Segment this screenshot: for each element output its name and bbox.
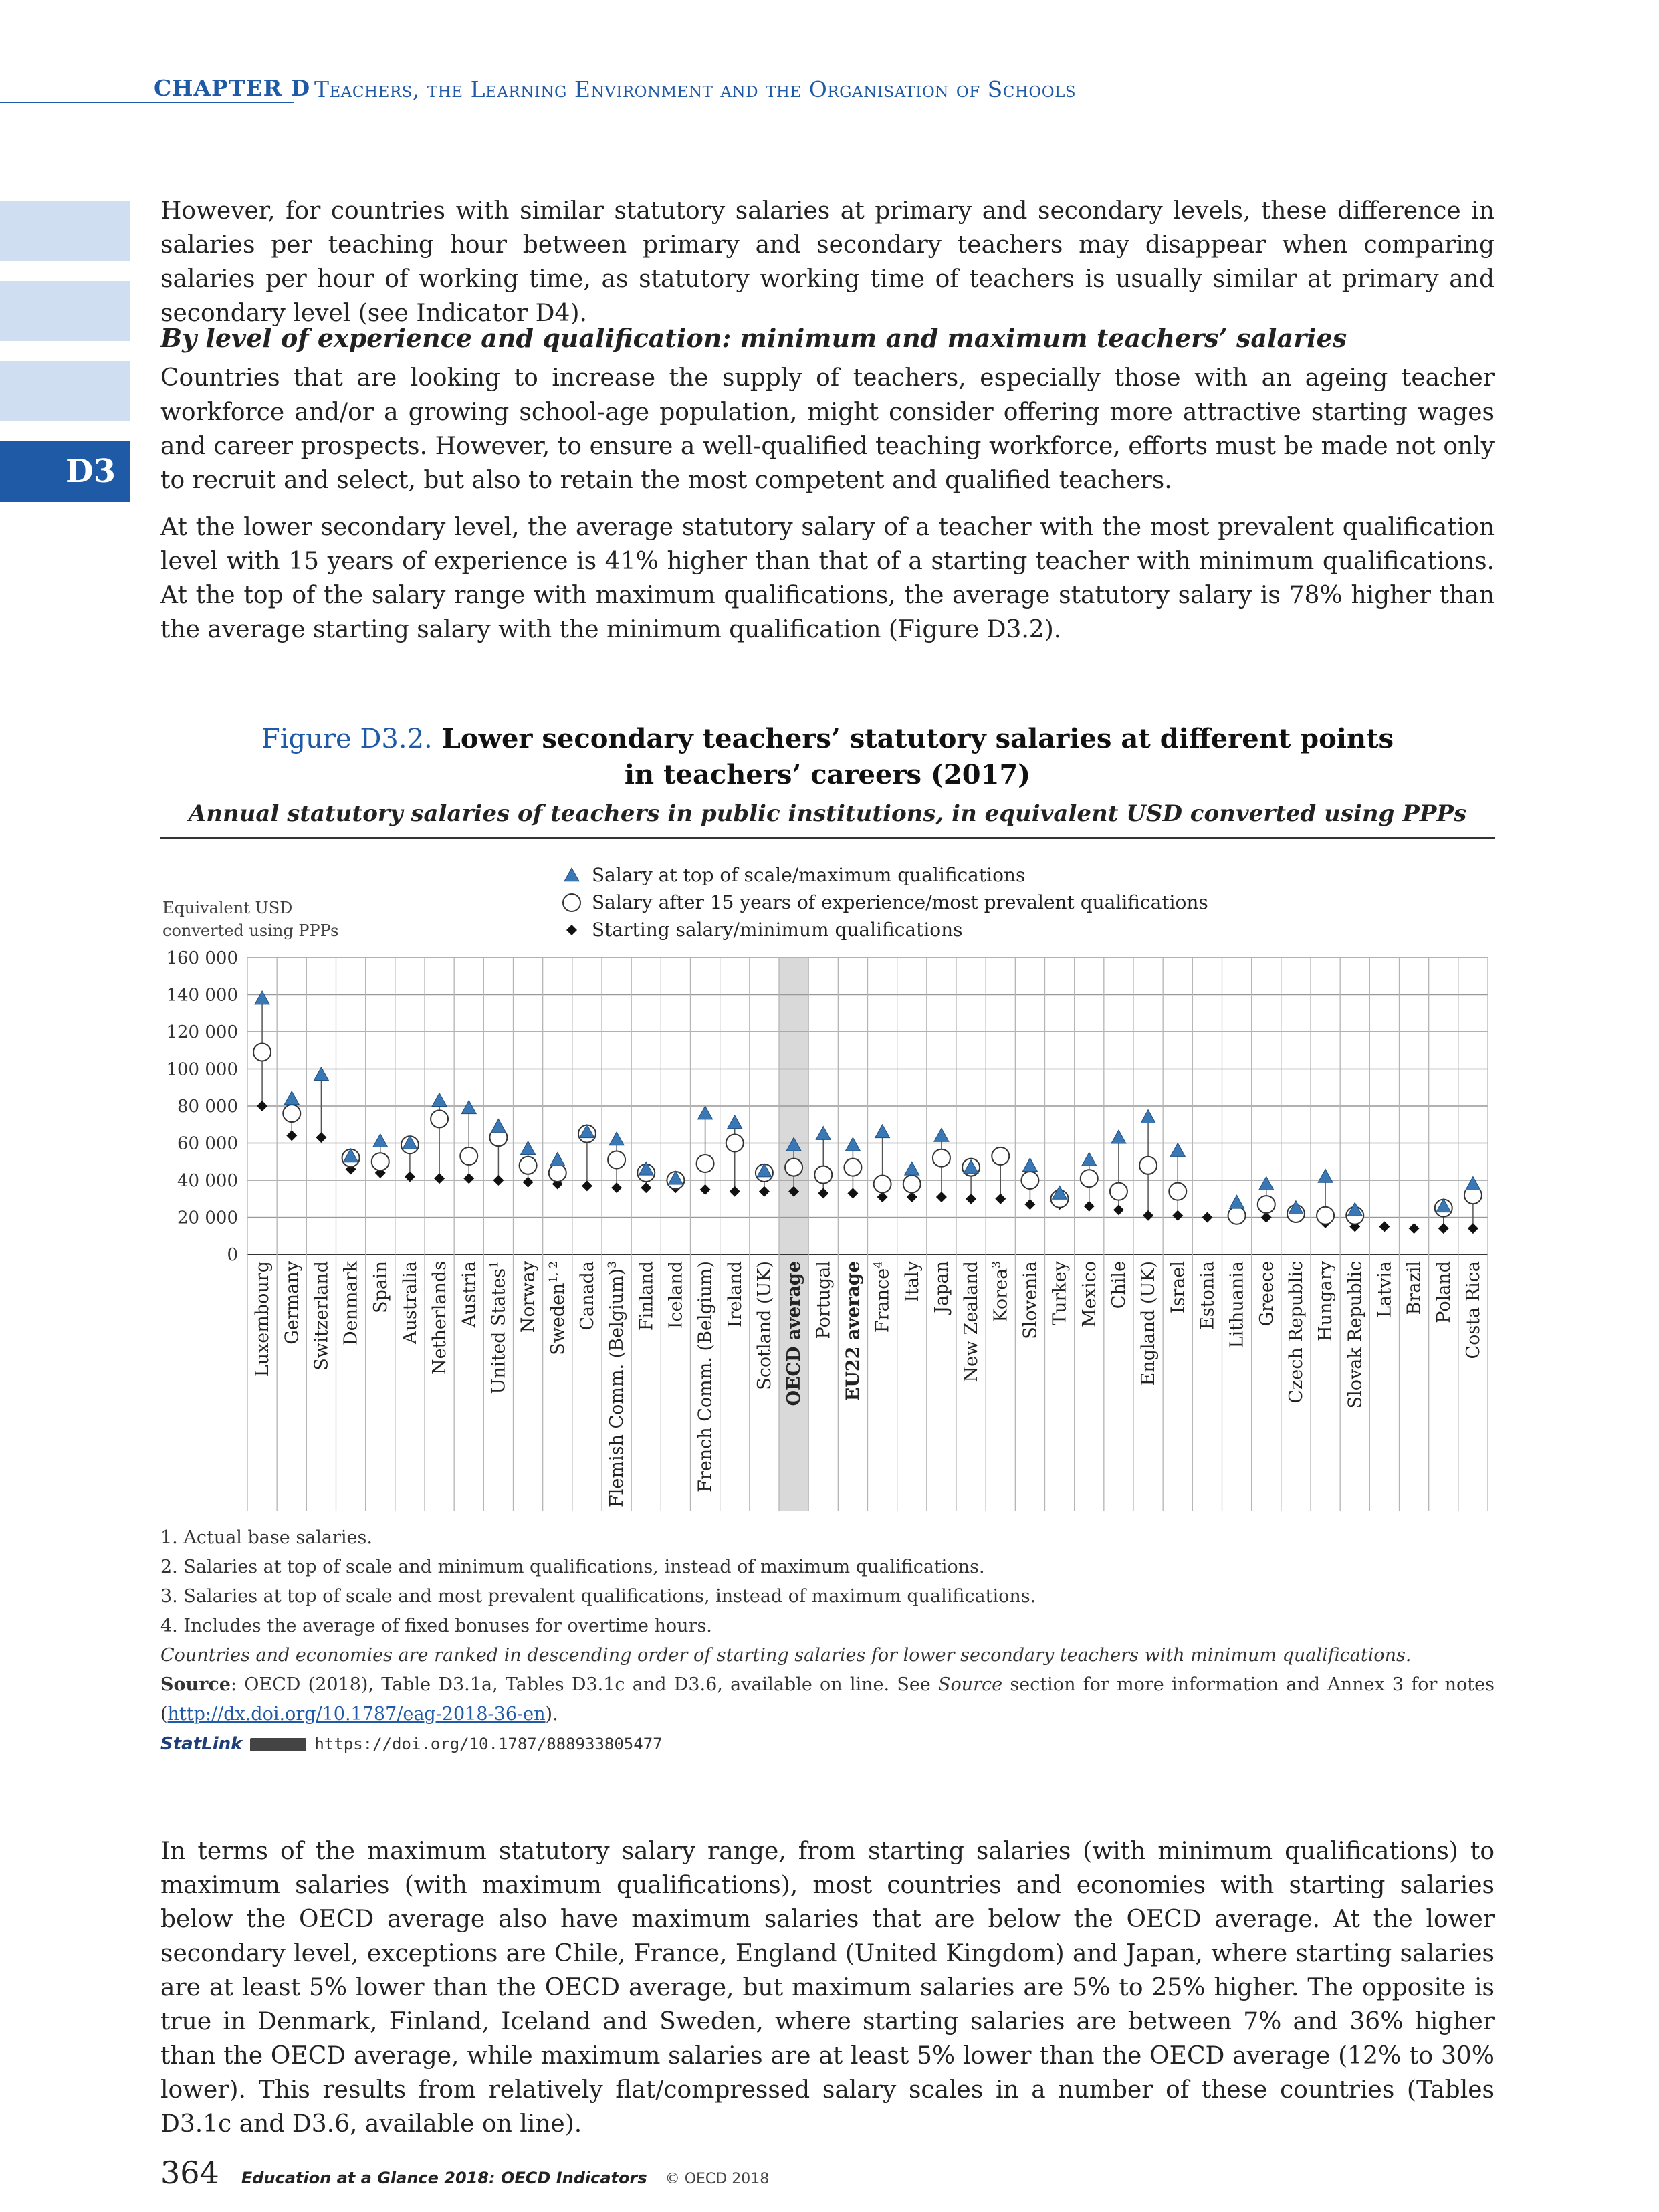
category-label: Netherlands	[429, 1261, 451, 1375]
chapter-label: CHAPTER D	[154, 75, 311, 101]
source-note: Source: OECD (2018), Table D3.1a, Tables D3.1c and D3.6, available on line. See Source section for more information and Annex 3 for notes (http://dx.doi.org/10.1787/eag-2018-36-en).	[160, 1674, 1495, 1725]
category-label: Scotland (UK)	[754, 1261, 775, 1390]
mid-marker	[283, 1105, 300, 1122]
mid-marker	[549, 1164, 566, 1182]
category-label: Iceland	[665, 1261, 687, 1329]
legend-label: Salary after 15 years of experience/most prevalent qualifications	[592, 891, 1208, 913]
chart-legend	[563, 864, 1208, 941]
top-marker	[491, 1119, 506, 1133]
top-marker	[1466, 1177, 1480, 1190]
mid-marker	[1258, 1196, 1275, 1213]
running-header	[0, 72, 1659, 106]
category-label: EU22 average	[843, 1261, 864, 1402]
source-link[interactable]: http://dx.doi.org/10.1787/eag-2018-36-en	[167, 1704, 546, 1725]
y-tick-label: 20 000	[177, 1208, 238, 1228]
mid-marker	[608, 1151, 625, 1168]
category-label: Germany	[282, 1261, 303, 1345]
category-footnote: 3	[990, 1261, 1004, 1268]
category-label: Israel	[1168, 1261, 1189, 1314]
figure-subtitle: Annual statutory salaries of teachers in public institutions, in equivalent USD converted using PPPs	[188, 800, 1467, 827]
header-rule	[0, 102, 294, 103]
paragraph-2: Countries that are looking to increase the supply of teachers, especially those with an ageing teacher workforce and/or a growing school-age population, might consider offering more attractive starting wages and career prospects. However, to ensure a well-qualified teaching workforce, efforts must be made not only to recruit and select, but also to retain the most competent and qualified teachers.	[160, 364, 1495, 494]
note-1: 1. Actual base salaries.	[160, 1527, 372, 1548]
start-marker	[1202, 1212, 1212, 1223]
start-marker	[759, 1186, 770, 1197]
mid-marker	[726, 1135, 744, 1152]
mid-marker	[697, 1155, 714, 1172]
mid-marker	[431, 1110, 448, 1127]
top-marker	[1259, 1177, 1274, 1190]
y-tick-label: 100 000	[166, 1059, 238, 1080]
start-marker	[611, 1182, 622, 1193]
category-label: Lithuania	[1226, 1261, 1248, 1349]
category-label: Costa Rica	[1462, 1261, 1484, 1359]
category-label: Switzerland	[311, 1261, 332, 1371]
start-marker	[1024, 1199, 1035, 1210]
paragraph-3: At the lower secondary level, the average statutory salary of a teacher with the most prevalent qualification level with 15 years of experience is 41% higher than that of a starting teacher with minimum qualifications. At the top of the salary range with maximum qualifications, the average statutory salary is 78% higher than the average starting salary with the minimum qualification (Figure D3.2).	[160, 514, 1495, 643]
statlink-url[interactable]: https://doi.org/10.1787/888933805477	[314, 1735, 663, 1753]
y-tick-label: 120 000	[166, 1022, 238, 1042]
mid-marker	[874, 1176, 891, 1193]
category-label: Luxembourg	[252, 1261, 273, 1377]
category-footnote: 4	[871, 1261, 885, 1268]
source-label: Source	[160, 1674, 231, 1695]
oecd-highlight-band	[779, 958, 808, 1511]
category-label: Flemish Comm. (Belgium)$^3$	[606, 1261, 628, 1507]
statlink-brand: StatLink	[160, 1734, 243, 1754]
figure-notes	[160, 1523, 1495, 1759]
category-label: Estonia	[1197, 1261, 1218, 1330]
y-tick-label: 160 000	[166, 948, 238, 968]
mid-marker	[460, 1147, 477, 1165]
top-marker	[934, 1128, 949, 1141]
figure-title-line1: Lower secondary teachers’ statutory salaries at different points	[441, 723, 1394, 754]
category-label: Austria	[459, 1261, 480, 1328]
category-label: Brazil	[1404, 1261, 1425, 1315]
category-label: Greece	[1256, 1261, 1277, 1327]
start-marker	[966, 1194, 976, 1204]
top-marker	[1082, 1152, 1097, 1166]
page-footer	[160, 2154, 769, 2195]
category-label: Mexico	[1079, 1261, 1100, 1327]
start-marker	[493, 1175, 504, 1186]
ranking-note: Countries and economies are ranked in descending order of starting salaries for lower secondary teachers with minimum qualifications.	[160, 1645, 1412, 1666]
legend-circle-icon	[563, 894, 580, 911]
category-label: Spain	[370, 1261, 391, 1313]
y-axis-title-2: converted using PPPs	[162, 921, 339, 940]
note-2: 2. Salaries at top of scale and minimum qualifications, instead of maximum qualifications.	[160, 1557, 985, 1577]
start-marker	[1468, 1223, 1478, 1234]
category-label: Australia	[399, 1261, 421, 1344]
mid-marker	[844, 1159, 861, 1176]
y-tick-label: 40 000	[177, 1171, 238, 1191]
category-label: Sweden$^{1, 2}$	[546, 1261, 568, 1355]
category-footnote: 1, 2	[546, 1261, 560, 1283]
mid-marker	[933, 1149, 950, 1167]
statlink-row	[160, 1729, 1495, 1759]
start-marker	[1438, 1223, 1449, 1234]
top-marker	[875, 1125, 890, 1138]
category-footnote: 1	[487, 1261, 502, 1268]
chart-plot-area	[162, 899, 1488, 1511]
mid-marker	[253, 1044, 271, 1061]
legend-diamond-icon	[566, 925, 577, 935]
start-marker	[641, 1182, 651, 1193]
start-marker	[1379, 1221, 1390, 1232]
publication-title: Education at a Glance 2018: OECD Indicators	[241, 2169, 647, 2187]
source-text-2: section for more information and Annex 3 for notes	[1002, 1674, 1495, 1695]
figure-title-line2: in teachers’ careers (2017)	[624, 759, 1031, 790]
figure-label: Figure D3.2.	[261, 724, 433, 754]
statlink-logo-icon	[250, 1738, 306, 1751]
top-marker	[284, 1091, 299, 1105]
start-marker	[730, 1186, 740, 1197]
page-number: 364	[160, 2154, 219, 2191]
category-label: Canada	[576, 1261, 598, 1331]
mid-marker	[1021, 1172, 1038, 1189]
paragraph-1: However, for countries with similar statutory salaries at primary and secondary levels, these difference in salaries per teaching hour between primary and secondary teachers may disappear when comparing salaries per hour of working time, as statutory working time of teachers is usually similar at primary and secondary level (see Indicator D4).	[160, 197, 1495, 327]
source-ital: Source	[938, 1674, 1003, 1695]
mid-marker	[785, 1159, 802, 1176]
top-marker	[1170, 1143, 1185, 1157]
source-text: : OECD (2018), Table D3.1a, Tables D3.1c and D3.6, available on line. See	[230, 1674, 938, 1695]
note-3: 3. Salaries at top of scale and most prevalent qualifications, instead of maximum qualifications.	[160, 1586, 1036, 1607]
category-label: Latvia	[1374, 1261, 1396, 1318]
category-label: Slovenia	[1020, 1261, 1041, 1339]
start-marker	[286, 1130, 297, 1141]
mid-marker	[992, 1147, 1009, 1165]
start-marker	[316, 1132, 326, 1143]
top-marker	[905, 1162, 919, 1175]
top-marker	[1230, 1195, 1244, 1208]
top-marker	[698, 1106, 713, 1119]
top-marker	[461, 1101, 476, 1114]
mid-marker	[903, 1176, 921, 1193]
mid-marker	[1081, 1170, 1098, 1187]
mid-marker	[1169, 1183, 1186, 1200]
mid-marker	[1317, 1207, 1334, 1224]
start-marker	[995, 1194, 1006, 1204]
category-label: Czech Republic	[1285, 1261, 1307, 1404]
start-marker	[1172, 1210, 1183, 1221]
legend-label: Salary at top of scale/maximum qualifications	[592, 864, 1026, 886]
category-label: Italy	[901, 1261, 923, 1303]
category-label: Denmark	[340, 1261, 362, 1345]
y-tick-label: 140 000	[166, 985, 238, 1006]
category-label: Poland	[1433, 1261, 1454, 1323]
paragraph-4: In terms of the maximum statutory salary range, from starting salaries (with minimum qualifications) to maximum salaries (with maximum qualifications), most countries and economies with starting salaries below the OECD average also have maximum salaries that are below the OECD average. At the lower secondary level, exceptions are Chile, France, England (United Kingdom) and Japan, where starting salaries are at least 5% lower than the OECD average, but maximum salaries are 5% to 25% higher. The opposite is true in Denmark, Finland, Iceland and Sweden, where starting salaries are between 7% and 36% higher than the OECD average, while maximum salaries are at least 5% lower than the OECD average (12% to 30% lower). This results from relatively flat/compressed salary scales in a number of these countries (Tables D3.1c and D3.6, available on line).	[160, 1838, 1495, 2138]
category-label: Ireland	[724, 1261, 746, 1327]
start-marker	[1084, 1201, 1095, 1212]
top-marker	[1022, 1158, 1037, 1172]
start-marker	[936, 1192, 947, 1202]
start-marker	[463, 1173, 474, 1184]
y-axis-title-1: Equivalent USD	[162, 899, 293, 917]
category-label: Japan	[931, 1261, 952, 1313]
side-tab-decor-3	[0, 361, 130, 421]
side-tab-decor-2	[0, 281, 130, 341]
top-marker	[1111, 1130, 1126, 1143]
category-label: Turkey	[1049, 1261, 1071, 1325]
chapter-title: Teachers, the Learning Environment and the Organisation of Schools	[314, 76, 1077, 102]
top-marker	[609, 1132, 624, 1145]
figure-top-rule	[160, 837, 1495, 839]
copyright: © OECD 2018	[665, 2171, 770, 2187]
top-marker	[432, 1093, 447, 1107]
mid-marker	[814, 1166, 832, 1184]
start-marker	[1113, 1204, 1124, 1215]
category-footnote: 3	[606, 1261, 620, 1268]
mid-marker	[1110, 1183, 1127, 1200]
start-marker	[1409, 1223, 1420, 1234]
y-tick-label: 60 000	[177, 1133, 238, 1154]
start-marker	[434, 1173, 445, 1184]
top-marker	[550, 1152, 565, 1166]
category-label: United States$^1$	[487, 1261, 510, 1394]
category-label: New Zealand	[961, 1261, 982, 1383]
top-marker	[816, 1127, 831, 1140]
legend-triangle-icon	[564, 868, 579, 881]
legend-label: Starting salary/minimum qualifications	[592, 919, 963, 941]
start-marker	[847, 1188, 858, 1198]
start-marker	[257, 1101, 267, 1111]
start-marker	[700, 1184, 711, 1195]
top-marker	[845, 1137, 860, 1151]
top-marker	[1318, 1169, 1333, 1182]
category-label: Hungary	[1315, 1261, 1337, 1341]
top-marker	[255, 991, 269, 1004]
start-marker	[523, 1177, 534, 1188]
mid-marker	[1228, 1207, 1246, 1224]
mid-marker	[372, 1153, 389, 1170]
category-label: Slovak Republic	[1345, 1261, 1366, 1409]
note-4: 4. Includes the average of fixed bonuses for overtime hours.	[160, 1616, 712, 1636]
y-tick-label: 0	[227, 1245, 238, 1265]
category-label: Norway	[518, 1261, 539, 1333]
category-label: England (UK)	[1138, 1261, 1159, 1386]
salary-chart	[0, 843, 1659, 1511]
section-subheading: By level of experience and qualification: minimum and maximum teachers’ salaries	[160, 323, 1347, 353]
category-label: Chile	[1108, 1261, 1129, 1309]
side-tab-decor-1	[0, 201, 130, 261]
top-marker	[728, 1115, 742, 1129]
figure-title	[160, 721, 1495, 793]
start-marker	[582, 1180, 592, 1191]
category-label: Portugal	[813, 1261, 835, 1339]
category-label: Finland	[636, 1261, 657, 1331]
side-tab-d3	[0, 441, 130, 502]
start-marker	[1143, 1210, 1153, 1221]
mid-marker	[1139, 1157, 1157, 1174]
category-label: France$^4$	[871, 1261, 893, 1333]
category-label: Korea$^3$	[990, 1261, 1012, 1323]
top-marker	[1141, 1110, 1155, 1123]
top-marker	[373, 1134, 388, 1147]
category-label: French Comm. (Belgium)	[695, 1261, 716, 1492]
category-label: OECD average	[784, 1261, 805, 1406]
y-tick-label: 80 000	[177, 1097, 238, 1117]
start-marker	[818, 1188, 828, 1198]
side-tab-label: D3	[65, 453, 116, 490]
mid-marker	[520, 1157, 537, 1174]
